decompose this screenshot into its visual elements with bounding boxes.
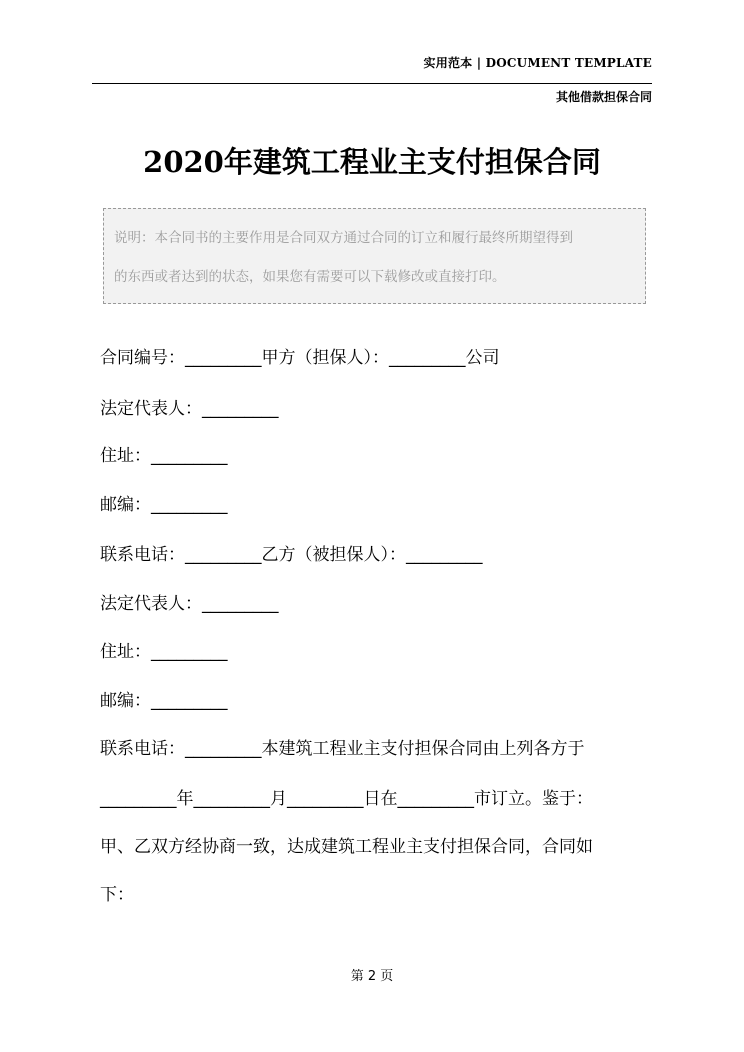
document-title: 2020年建筑工程业主支付担保合同 xyxy=(143,145,601,179)
signing-date-line: _________年_________月_________日在_________市订立。鉴于： xyxy=(100,789,593,809)
note-line: 的东西或者达到的状态，如果您有需要可以下载修改或直接打印。 xyxy=(114,269,506,285)
party-b-postcode-line: 邮编：_________ xyxy=(100,691,228,711)
note-line: 说明：本合同书的主要作用是合同双方通过合同的订立和履行最终所期望得到 xyxy=(114,230,573,246)
page-number: 第 2 页 xyxy=(350,969,394,984)
party-a-phone-line: 联系电话：_________乙方（被担保人）：_________ xyxy=(100,545,483,565)
party-a-address-line: 住址：_________ xyxy=(100,446,228,466)
description-note-box xyxy=(103,208,646,304)
agreement-intro-line: 甲、乙双方经协商一致，达成建筑工程业主支付担保合同，合同如 xyxy=(100,837,593,857)
party-a-postcode-line: 邮编：_________ xyxy=(100,495,228,515)
party-b-address-line: 住址：_________ xyxy=(100,642,228,662)
contract-number-line: 合同编号：_________甲方（担保人）：_________公司 xyxy=(100,348,500,368)
header-category-label: 其他借款担保合同 xyxy=(555,90,652,104)
header-document-template-label: 实用范本 | DOCUMENT TEMPLATE xyxy=(423,56,652,70)
party-b-phone-line: 联系电话：_________本建筑工程业主支付担保合同由上列各方于 xyxy=(100,739,585,759)
header-divider xyxy=(92,83,652,84)
party-a-legal-rep-line: 法定代表人：_________ xyxy=(100,399,279,419)
agreement-intro-line-end: 下： xyxy=(100,885,134,905)
party-b-legal-rep-line: 法定代表人：_________ xyxy=(100,594,279,614)
